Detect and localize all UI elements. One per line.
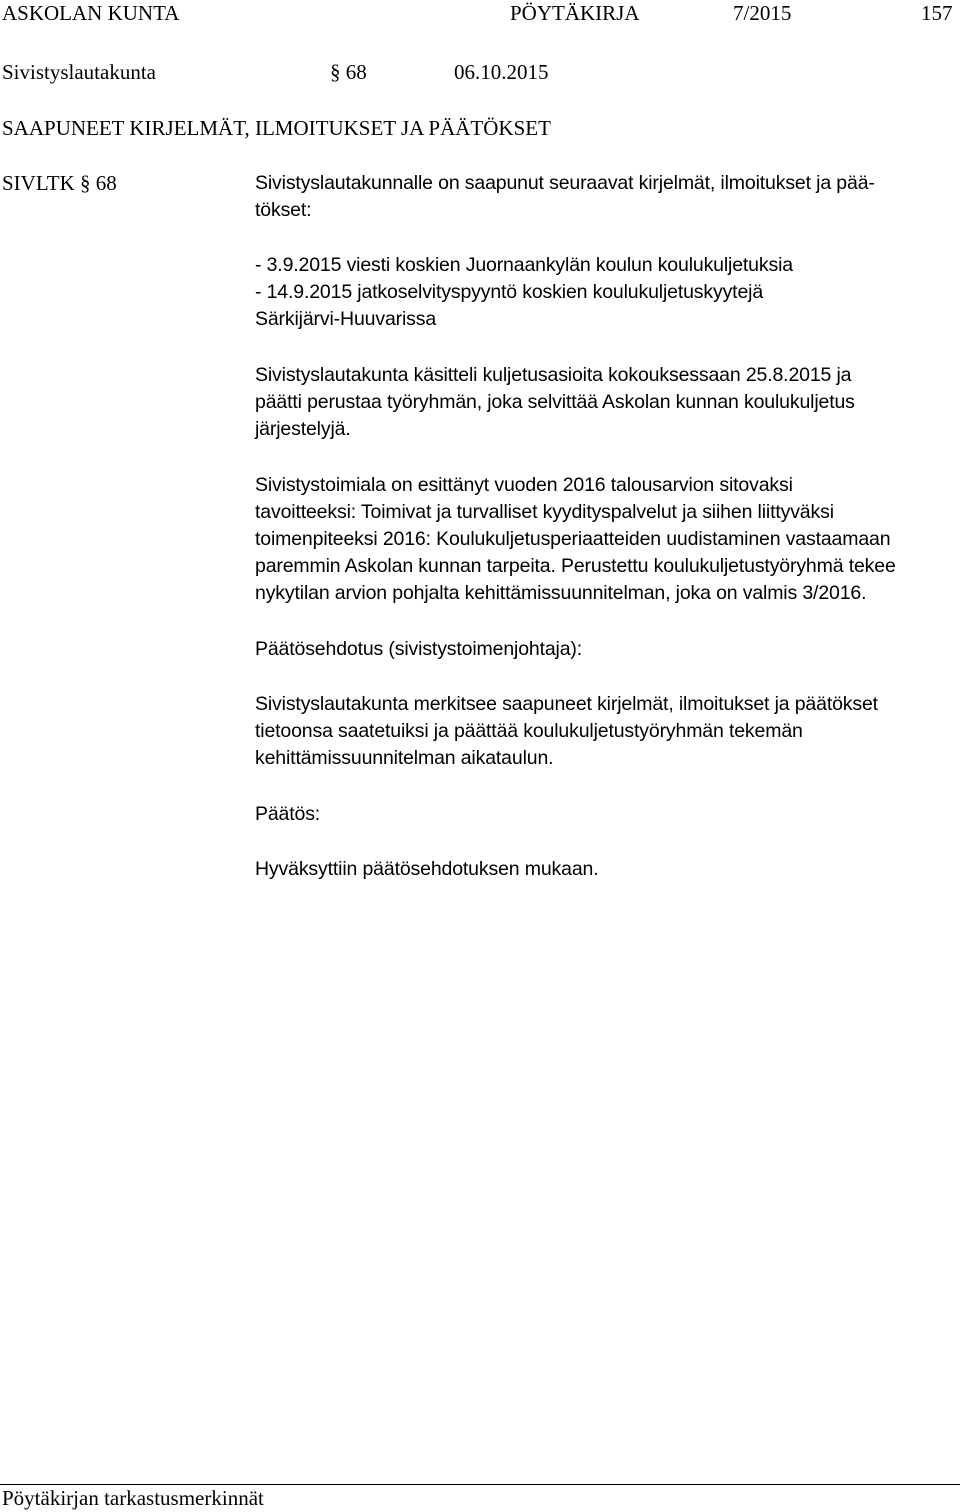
decision-heading <box>255 801 320 828</box>
paragraph-line: kehittämissuunnitelman aikataulun. <box>255 747 554 769</box>
paragraph-line: toimenpiteeksi 2016: Koulukuljetusperiaatteiden uudistaminen vastaamaan <box>255 528 891 550</box>
committee-name: Sivistyslautakunta <box>2 60 156 84</box>
background-paragraph <box>255 362 855 443</box>
paragraph-line: Sivistyslautakunta käsitteli kuljetusasioita kokouksessaan 25.8.2015 ja <box>255 364 852 386</box>
section-number: § 68 <box>330 60 367 84</box>
document-type: PÖYTÄKIRJA <box>510 1 640 25</box>
municipality-name: ASKOLAN KUNTA <box>2 1 180 25</box>
intro-paragraph <box>255 170 875 224</box>
list-item: - 3.9.2015 viesti koskien Juornaankylän koulun koulukuljetuksia <box>255 254 793 276</box>
list-item: Särkijärvi-Huuvarissa <box>255 308 437 330</box>
decision-paragraph <box>255 856 598 883</box>
paragraph-line: tietoonsa saatetuiksi ja päättää koulukuljetustyöryhmän tekemän <box>255 720 803 742</box>
minutes-number: 7/2015 <box>733 1 792 25</box>
decision-text: Hyväksyttiin päätösehdotuksen mukaan. <box>255 858 599 880</box>
paragraph-line: paremmin Askolan kunnan tarpeita. Perustettu koulukuljetustyöryhmä tekee <box>255 555 896 577</box>
intro-line: Sivistyslautakunnalle on saapunut seuraavat kirjelmät, ilmoitukset ja pää- <box>255 172 875 194</box>
proposal-heading <box>255 636 582 663</box>
page-title: SAAPUNEET KIRJELMÄT, ILMOITUKSET JA PÄÄTÖKSET <box>2 116 551 140</box>
proposal-heading-text: Päätösehdotus (sivistystoimenjohtaja): <box>255 638 583 660</box>
paragraph-line: tavoitteeksi: Toimivat ja turvalliset kyydityspalvelut ja siihen liittyväksi <box>255 501 834 523</box>
meeting-date: 06.10.2015 <box>454 60 549 84</box>
paragraph-line: nykytilan arvion pohjalta kehittämissuunnitelman, joka on valmis 3/2016. <box>255 582 867 604</box>
paragraph-line: Sivistystoimiala on esittänyt vuoden 2016 talousarvion sitovaksi <box>255 474 793 496</box>
page-number: 157 <box>921 1 953 25</box>
list-item: - 14.9.2015 jatkoselvityspyyntö koskien koulukuljetuskyytejä <box>255 281 764 303</box>
received-items-list <box>255 252 793 333</box>
section-code: SIVLTK § 68 <box>2 171 117 195</box>
intro-line: tökset: <box>255 199 312 221</box>
budget-goal-paragraph <box>255 472 896 607</box>
footer-label: Pöytäkirjan tarkastusmerkinnät <box>2 1486 264 1510</box>
paragraph-line: järjestelyjä. <box>255 418 351 440</box>
decision-heading-text: Päätös: <box>255 803 321 825</box>
paragraph-line: päätti perustaa työryhmän, joka selvittää Askolan kunnan koulukuljetus <box>255 391 855 413</box>
paragraph-line: Sivistyslautakunta merkitsee saapuneet kirjelmät, ilmoitukset ja päätökset <box>255 693 878 715</box>
proposal-paragraph <box>255 691 878 772</box>
